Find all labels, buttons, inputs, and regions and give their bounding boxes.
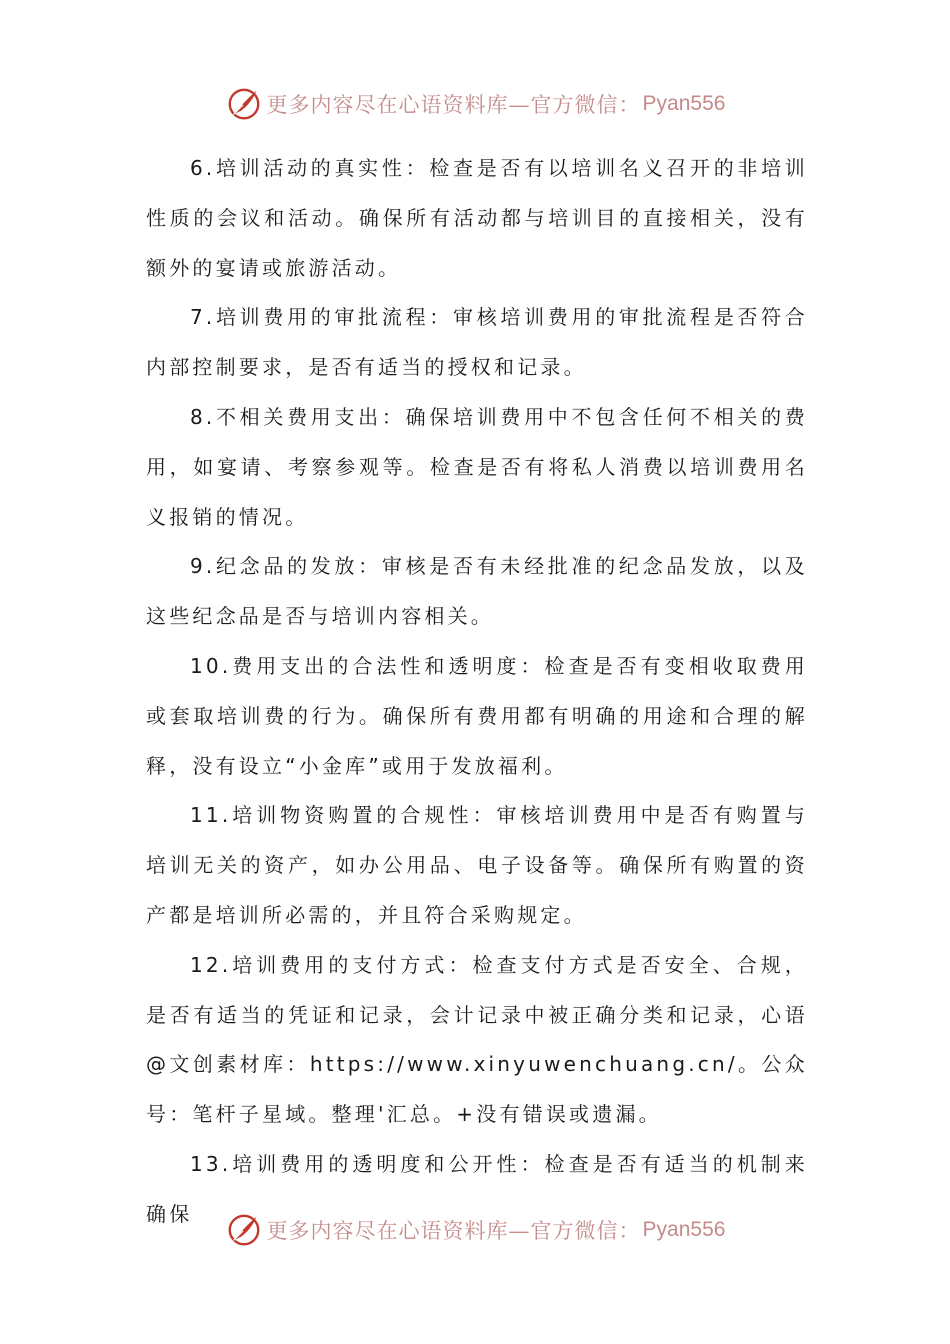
banner-wechat-id: Pyan556 (642, 92, 726, 115)
paragraph: 12.培训费用的支付方式：检查支付方式是否安全、合规，是否有适当的凭证和记录，会计记录中被正确分类和记录，心语@文创素材库：https://www.xinyuwenchuang.cn/。公众号：笔杆子星域。整理'汇总。+没有错误或遗漏。 (146, 952, 808, 1127)
banner-text: 更多内容尽在心语资料库—官方微信： (266, 1219, 641, 1243)
footer-banner (0, 1208, 950, 1252)
paragraph: 13.培训费用的透明度和公开性：检查是否有适当的机制来确保 (146, 1151, 808, 1226)
paragraph: 8.不相关费用支出：确保培训费用中不包含任何不相关的费用，如宴请、考察参观等。检查是否有将私人消费以培训费用名义报销的情况。 (146, 404, 808, 529)
header-banner (0, 82, 950, 126)
quill-logo-icon (225, 85, 263, 123)
paragraph: 10.费用支出的合法性和透明度：检查是否有变相收取费用或套取培训费的行为。确保所有费用都有明确的用途和合理的解释，没有设立“小金库”或用于发放福利。 (146, 653, 808, 778)
document-body (146, 144, 808, 1240)
banner-wechat-id: Pyan556 (642, 1218, 726, 1241)
quill-logo-icon (225, 1211, 263, 1249)
paragraph: 11.培训物资购置的合规性：审核培训费用中是否有购置与培训无关的资产，如办公用品、电子设备等。确保所有购置的资产都是培训所必需的，并且符合采购规定。 (146, 803, 808, 927)
paragraph: 9.纪念品的发放：审核是否有未经批准的纪念品发放，以及这些纪念品是否与培训内容相关。 (146, 554, 808, 629)
paragraph: 7.培训费用的审批流程：审核培训费用的审批流程是否符合内部控制要求，是否有适当的授权和记录。 (146, 305, 808, 380)
paragraph: 6.培训活动的真实性：检查是否有以培训名义召开的非培训性质的会议和活动。确保所有活动都与培训目的直接相关，没有额外的宴请或旅游活动。 (146, 156, 808, 280)
banner-text: 更多内容尽在心语资料库—官方微信： (266, 93, 641, 117)
